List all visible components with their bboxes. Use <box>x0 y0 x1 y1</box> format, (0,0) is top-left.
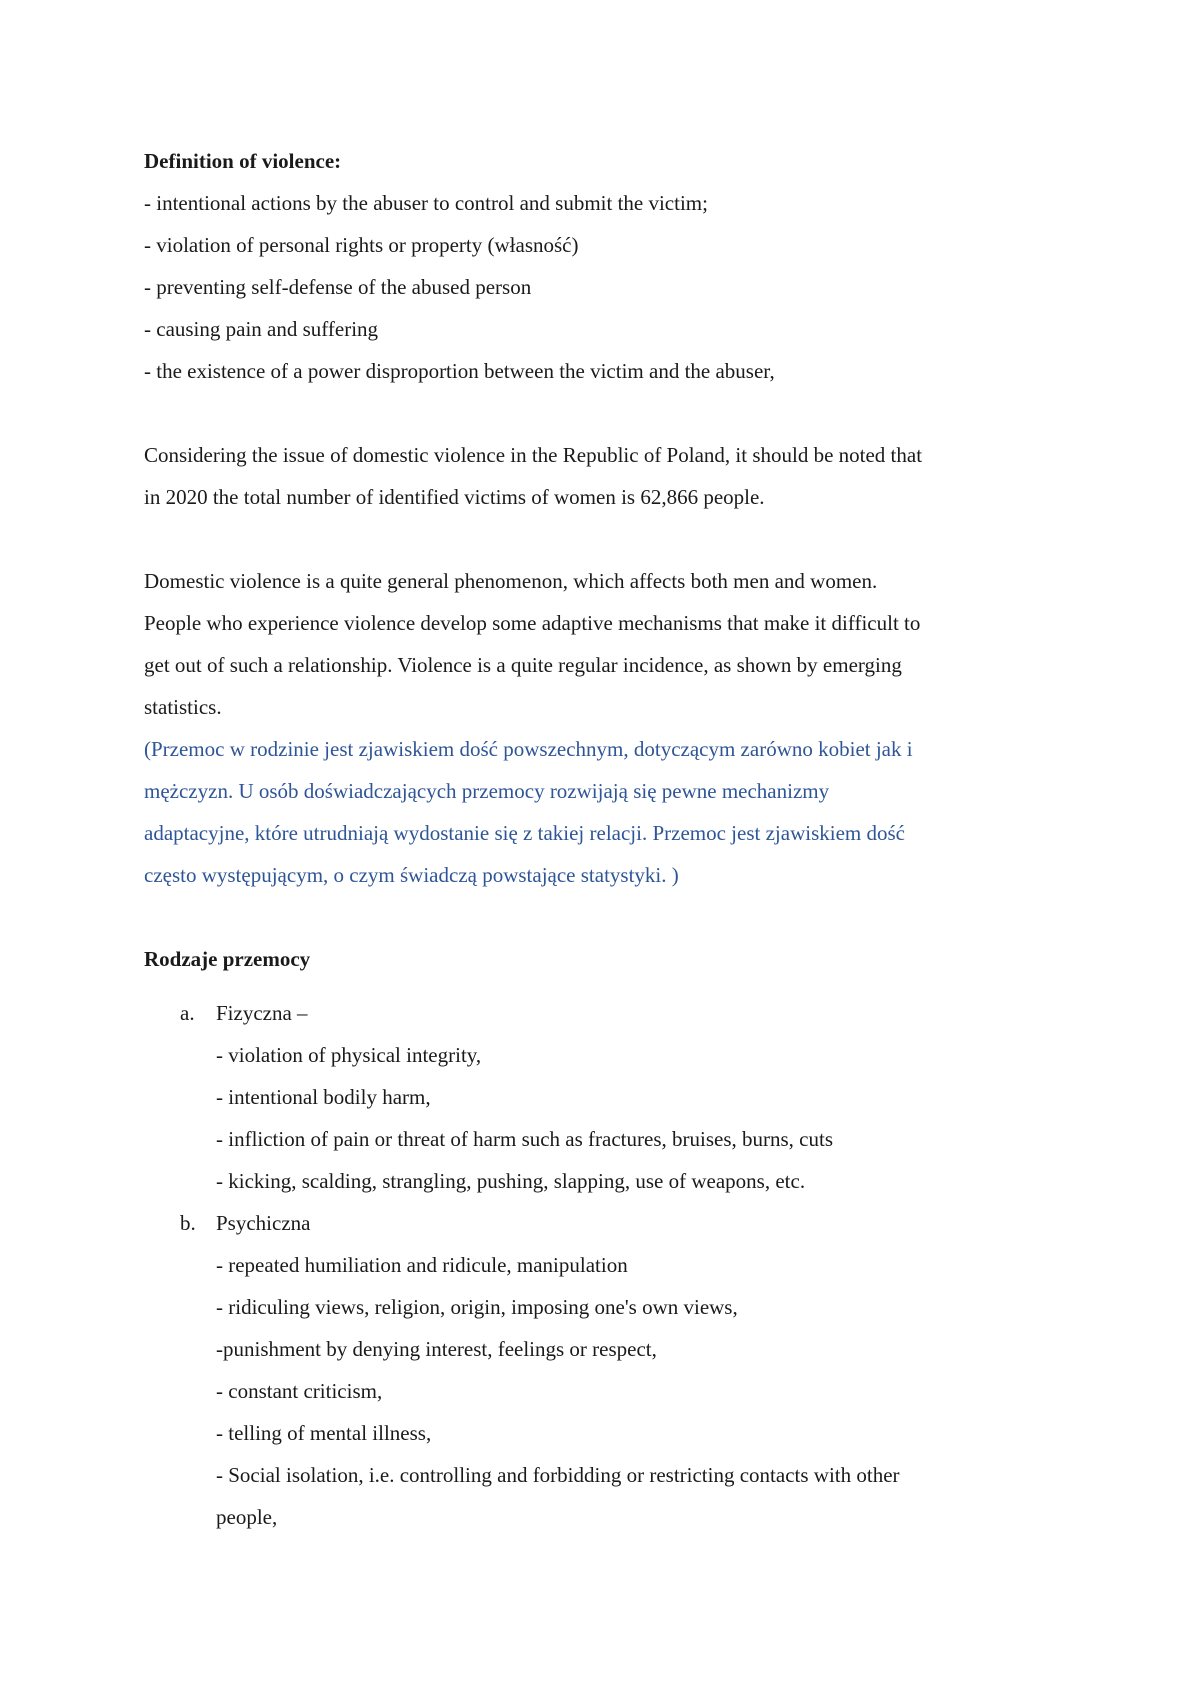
translation-line: adaptacyjne, które utrudniają wydostanie się z takiej relacji. Przemoc jest zjawiskiem dość <box>144 821 905 845</box>
statistics-paragraph <box>144 434 1084 518</box>
paragraph-line: get out of such a relationship. Violence is a quite regular incidence, as shown by emerging <box>144 653 902 677</box>
paragraph-line: in 2020 the total number of identified victims of women is 62,866 people. <box>144 485 765 509</box>
polish-translation-paragraph <box>144 728 1084 896</box>
definition-item: - intentional actions by the abuser to control and submit the victim; <box>144 191 708 215</box>
sub-item: - repeated humiliation and ridicule, manipulation <box>216 1253 628 1277</box>
paragraph-line: Domestic violence is a quite general phenomenon, which affects both men and women. <box>144 569 878 593</box>
sub-item: - constant criticism, <box>216 1379 383 1403</box>
sub-item: people, <box>216 1505 278 1529</box>
document-content <box>144 140 1084 1538</box>
definition-item: - causing pain and suffering <box>144 317 379 341</box>
types-heading: Rodzaje przemocy <box>144 947 311 971</box>
translation-line: często występującym, o czym świadczą powstające statystyki. ) <box>144 863 679 887</box>
list-item-body <box>216 992 1084 1202</box>
sub-item: - infliction of pain or threat of harm such as fractures, bruises, burns, cuts <box>216 1127 833 1151</box>
types-list <box>144 992 1084 1538</box>
spacer <box>144 518 1084 560</box>
translation-line: (Przemoc w rodzinie jest zjawiskiem dość powszechnym, dotyczącym zarówno kobiet jak i <box>144 737 913 761</box>
list-marker: a. <box>180 1001 195 1025</box>
paragraph-line: People who experience violence develop some adaptive mechanisms that make it difficult to <box>144 611 921 635</box>
sub-item: - Social isolation, i.e. controlling and forbidding or restricting contacts with other <box>216 1463 900 1487</box>
sub-item: - kicking, scalding, strangling, pushing, slapping, use of weapons, etc. <box>216 1169 806 1193</box>
definition-list <box>144 182 1084 392</box>
list-item <box>144 992 1084 1202</box>
list-item-label: Psychiczna <box>216 1211 311 1235</box>
list-item <box>144 1202 1084 1538</box>
definition-item: - preventing self-defense of the abused person <box>144 275 532 299</box>
paragraph-line: Considering the issue of domestic violence in the Republic of Poland, it should be noted that <box>144 443 923 467</box>
sub-item: - violation of physical integrity, <box>216 1043 482 1067</box>
definition-item: - violation of personal rights or property (własność) <box>144 233 579 257</box>
sub-item: - intentional bodily harm, <box>216 1085 431 1109</box>
spacer <box>144 896 1084 938</box>
sub-item: - telling of mental illness, <box>216 1421 432 1445</box>
definition-item: - the existence of a power disproportion between the victim and the abuser, <box>144 359 775 383</box>
list-item-body <box>216 1202 1084 1538</box>
definition-heading: Definition of violence: <box>144 149 342 173</box>
translation-line: mężczyzn. U osób doświadczających przemocy rozwijają się pewne mechanizmy <box>144 779 830 803</box>
spacer <box>144 392 1084 434</box>
domestic-violence-paragraph <box>144 560 1084 728</box>
list-item-label: Fizyczna – <box>216 1001 308 1025</box>
paragraph-line: statistics. <box>144 695 222 719</box>
sub-item: -punishment by denying interest, feelings or respect, <box>216 1337 657 1361</box>
list-marker: b. <box>180 1211 196 1235</box>
sub-item: - ridiculing views, religion, origin, imposing one's own views, <box>216 1295 738 1319</box>
